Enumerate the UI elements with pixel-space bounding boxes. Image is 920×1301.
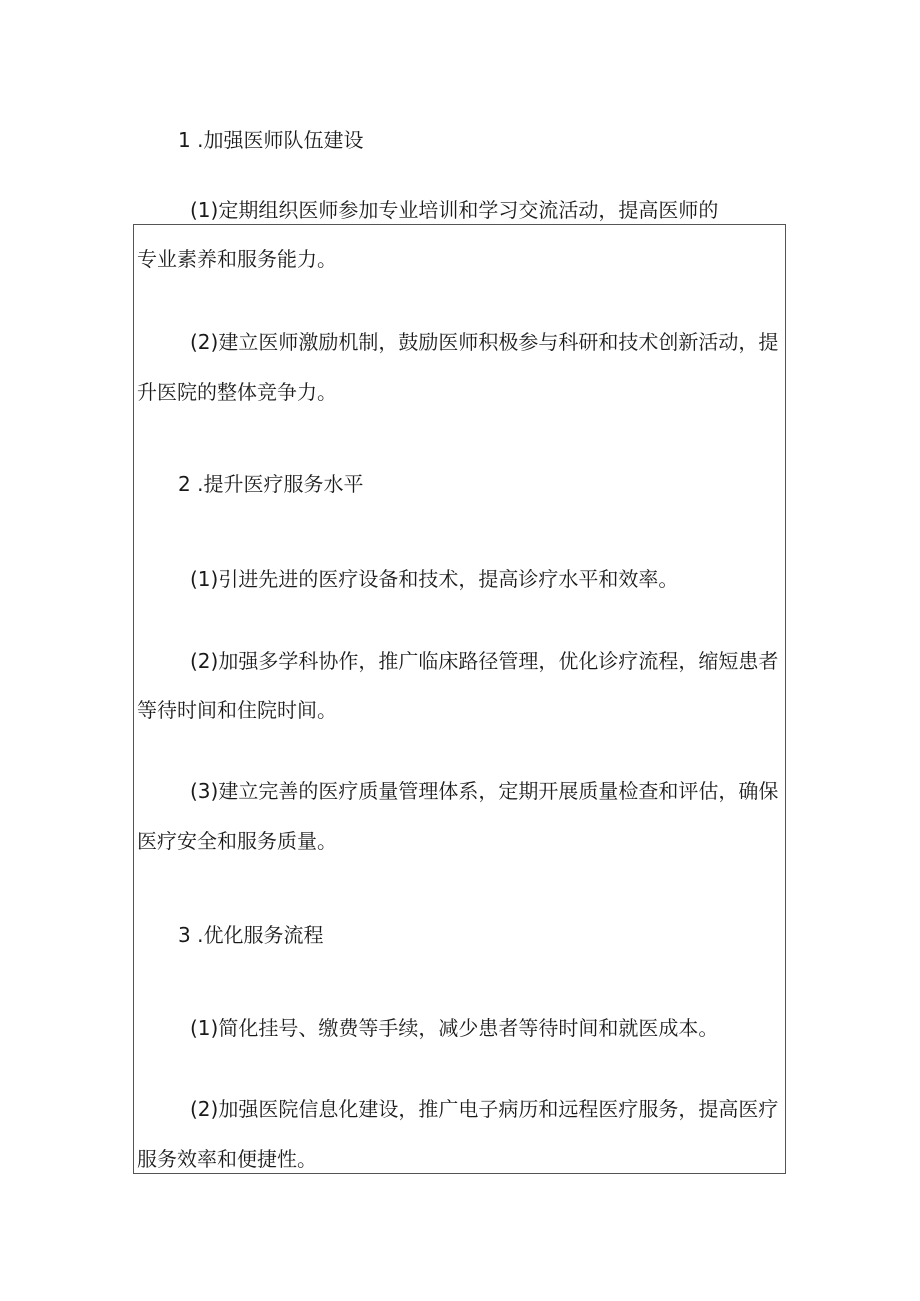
paragraph-1-1-line-1: (1)定期组织医师参加专业培训和学习交流活动，提高医师的 [190,198,719,222]
paragraph-3-2-line-1: (2)加强医院信息化建设，推广电子病历和远程医疗服务，提高医疗 [190,1097,779,1121]
paragraph-2-3-line-2: 医疗安全和服务质量。 [137,829,337,853]
paragraph-2-1-line-1: (1)引进先进的医疗设备和技术，提高诊疗水平和效率。 [190,567,679,591]
paragraph-3-2-line-2: 服务效率和便捷性。 [137,1147,317,1171]
paragraph-1-2-line-2: 升医院的整体竞争力。 [137,380,337,404]
paragraph-2-2-line-1: (2)加强多学科协作，推广临床路径管理，优化诊疗流程，缩短患者 [190,649,779,673]
paragraph-1-1-line-2: 专业素养和服务能力。 [137,247,337,271]
heading-2: 2 .提升医疗服务水平 [178,472,364,496]
heading-1: 1 .加强医师队伍建设 [178,128,364,152]
paragraph-1-2-line-1: (2)建立医师激励机制，鼓励医师积极参与科研和技术创新活动，提 [190,330,779,354]
paragraph-2-2-line-2: 等待时间和住院时间。 [137,698,337,722]
heading-3: 3 .优化服务流程 [178,923,324,947]
paragraph-3-1-line-1: (1)简化挂号、缴费等手续，减少患者等待时间和就医成本。 [190,1016,719,1040]
paragraph-2-3-line-1: (3)建立完善的医疗质量管理体系，定期开展质量检查和评估，确保 [190,779,779,803]
